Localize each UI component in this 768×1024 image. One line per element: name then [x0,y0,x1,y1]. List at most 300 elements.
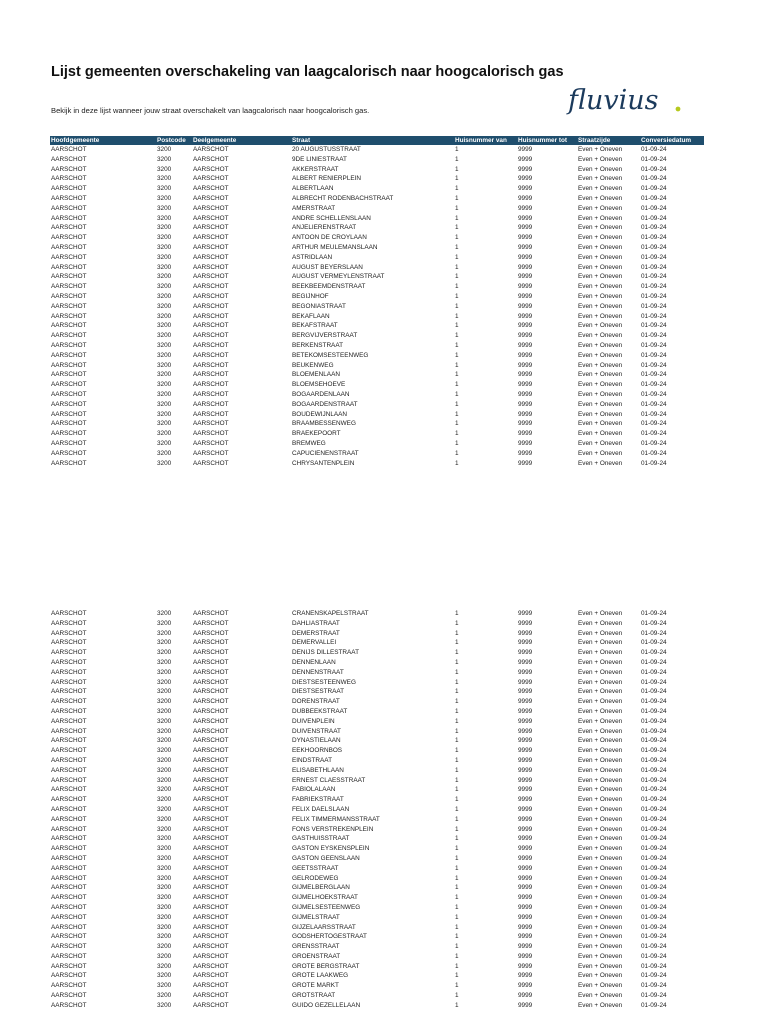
cell-hoofdgemeente: AARSCHOT [51,361,87,369]
cell-huisnummer-van: 1 [455,678,459,686]
table-row [50,834,704,844]
cell-huisnummer-van: 1 [455,933,459,941]
cell-straatzijde: Even + Oneven [578,815,623,823]
table-row [50,204,704,214]
cell-huisnummer-van: 1 [455,351,459,359]
cell-hoofdgemeente: AARSCHOT [51,737,87,745]
cell-huisnummer-van: 1 [455,649,459,657]
cell-straat: BEGONIASTRAAT [292,302,346,310]
cell-huisnummer-tot: 9999 [518,341,533,349]
header-hoofdgemeente: Hoofdgemeente [50,136,156,145]
table-body [50,609,704,1011]
cell-conversiedatum: 01-09-24 [641,982,667,990]
cell-deelgemeente: AARSCHOT [193,913,229,921]
cell-hoofdgemeente: AARSCHOT [51,341,87,349]
cell-huisnummer-van: 1 [455,805,459,813]
cell-straatzijde: Even + Oneven [578,776,623,784]
cell-straat: DUBBEEKSTRAAT [292,707,348,715]
cell-deelgemeente: AARSCHOT [193,371,229,379]
cell-postcode: 3200 [157,747,172,755]
cell-huisnummer-tot: 9999 [518,796,533,804]
cell-huisnummer-van: 1 [455,972,459,980]
cell-straatzijde: Even + Oneven [578,952,623,960]
cell-hoofdgemeente: AARSCHOT [51,923,87,931]
cell-conversiedatum: 01-09-24 [641,146,667,153]
cell-conversiedatum: 01-09-24 [641,707,667,715]
cell-huisnummer-tot: 9999 [518,805,533,813]
cell-hoofdgemeente: AARSCHOT [51,420,87,428]
cell-huisnummer-tot: 9999 [518,410,533,418]
cell-deelgemeente: AARSCHOT [193,992,229,1000]
cell-straatzijde: Even + Oneven [578,658,623,666]
cell-hoofdgemeente: AARSCHOT [51,992,87,1000]
cell-postcode: 3200 [157,390,172,398]
cell-straatzijde: Even + Oneven [578,146,623,153]
cell-postcode: 3200 [157,253,172,261]
cell-straat: DIESTSESTRAAT [292,688,345,696]
cell-huisnummer-tot: 9999 [518,459,533,467]
cell-huisnummer-tot: 9999 [518,649,533,657]
cell-deelgemeente: AARSCHOT [193,420,229,428]
table-row [50,805,704,815]
table-row [50,380,704,390]
cell-straatzijde: Even + Oneven [578,933,623,941]
cell-huisnummer-van: 1 [455,390,459,398]
cell-huisnummer-van: 1 [455,224,459,232]
cell-straatzijde: Even + Oneven [578,204,623,212]
cell-straat: DIESTSESTEENWEG [292,678,356,686]
cell-deelgemeente: AARSCHOT [193,263,229,271]
cell-huisnummer-van: 1 [455,155,459,163]
cell-huisnummer-van: 1 [455,854,459,862]
cell-deelgemeente: AARSCHOT [193,835,229,843]
header-postcode: Postcode [156,136,192,145]
cell-huisnummer-tot: 9999 [518,717,533,725]
cell-huisnummer-van: 1 [455,717,459,725]
table-row [50,727,704,737]
cell-straat: BEKAFLAAN [292,312,330,320]
cell-postcode: 3200 [157,756,172,764]
cell-huisnummer-van: 1 [455,610,459,617]
cell-conversiedatum: 01-09-24 [641,639,667,647]
table-row [50,638,704,648]
cell-huisnummer-tot: 9999 [518,322,533,330]
cell-postcode: 3200 [157,678,172,686]
cell-postcode: 3200 [157,952,172,960]
cell-straat: ARTHUR MEULEMANSLAAN [292,243,378,251]
cell-postcode: 3200 [157,292,172,300]
cell-huisnummer-tot: 9999 [518,371,533,379]
cell-hoofdgemeente: AARSCHOT [51,727,87,735]
cell-conversiedatum: 01-09-24 [641,292,667,300]
cell-huisnummer-van: 1 [455,459,459,467]
cell-conversiedatum: 01-09-24 [641,884,667,892]
cell-hoofdgemeente: AARSCHOT [51,381,87,389]
cell-straatzijde: Even + Oneven [578,717,623,725]
cell-deelgemeente: AARSCHOT [193,204,229,212]
cell-postcode: 3200 [157,962,172,970]
cell-postcode: 3200 [157,649,172,657]
cell-conversiedatum: 01-09-24 [641,341,667,349]
cell-conversiedatum: 01-09-24 [641,459,667,467]
cell-hoofdgemeente: AARSCHOT [51,629,87,637]
cell-straatzijde: Even + Oneven [578,371,623,379]
cell-deelgemeente: AARSCHOT [193,449,229,457]
cell-straat: BEGIJNHOF [292,292,329,300]
cell-huisnummer-van: 1 [455,312,459,320]
cell-conversiedatum: 01-09-24 [641,302,667,310]
table-row [50,893,704,903]
cell-postcode: 3200 [157,825,172,833]
cell-huisnummer-van: 1 [455,639,459,647]
cell-hoofdgemeente: AARSCHOT [51,933,87,941]
cell-huisnummer-van: 1 [455,913,459,921]
cell-conversiedatum: 01-09-24 [641,903,667,911]
cell-postcode: 3200 [157,658,172,666]
cell-straat: DENNENLAAN [292,658,336,666]
cell-deelgemeente: AARSCHOT [193,273,229,281]
cell-huisnummer-tot: 9999 [518,263,533,271]
cell-huisnummer-tot: 9999 [518,430,533,438]
cell-hoofdgemeente: AARSCHOT [51,410,87,418]
cell-huisnummer-van: 1 [455,756,459,764]
cell-deelgemeente: AARSCHOT [193,410,229,418]
cell-straatzijde: Even + Oneven [578,194,623,202]
table-body [50,145,704,468]
cell-postcode: 3200 [157,175,172,183]
cell-postcode: 3200 [157,430,172,438]
cell-deelgemeente: AARSCHOT [193,707,229,715]
cell-huisnummer-tot: 9999 [518,933,533,941]
cell-conversiedatum: 01-09-24 [641,923,667,931]
cell-straat: DEMERSTRAAT [292,629,340,637]
cell-straatzijde: Even + Oneven [578,962,623,970]
cell-conversiedatum: 01-09-24 [641,1001,667,1009]
cell-huisnummer-tot: 9999 [518,400,533,408]
cell-conversiedatum: 01-09-24 [641,992,667,1000]
cell-huisnummer-tot: 9999 [518,943,533,951]
table-row [50,351,704,361]
table-row [50,668,704,678]
cell-huisnummer-van: 1 [455,185,459,193]
cell-straatzijde: Even + Oneven [578,727,623,735]
cell-postcode: 3200 [157,894,172,902]
cell-deelgemeente: AARSCHOT [193,283,229,291]
cell-postcode: 3200 [157,410,172,418]
cell-deelgemeente: AARSCHOT [193,214,229,222]
cell-straatzijde: Even + Oneven [578,707,623,715]
cell-straat: BRAAMBESSENWEG [292,420,356,428]
cell-conversiedatum: 01-09-24 [641,629,667,637]
cell-straat: DUIVENPLEIN [292,717,335,725]
cell-straat: BOGAARDENSTRAAT [292,400,358,408]
table-row [50,214,704,224]
cell-deelgemeente: AARSCHOT [193,361,229,369]
cell-straatzijde: Even + Oneven [578,292,623,300]
table-row [50,932,704,942]
cell-huisnummer-van: 1 [455,322,459,330]
cell-conversiedatum: 01-09-24 [641,874,667,882]
cell-postcode: 3200 [157,273,172,281]
cell-postcode: 3200 [157,854,172,862]
cell-conversiedatum: 01-09-24 [641,658,667,666]
table-row [50,717,704,727]
street-table-page-2 [50,609,704,1011]
cell-hoofdgemeente: AARSCHOT [51,698,87,706]
cell-huisnummer-van: 1 [455,982,459,990]
cell-huisnummer-van: 1 [455,992,459,1000]
cell-hoofdgemeente: AARSCHOT [51,835,87,843]
cell-deelgemeente: AARSCHOT [193,332,229,340]
cell-postcode: 3200 [157,214,172,222]
cell-straatzijde: Even + Oneven [578,610,623,617]
cell-straat: EINDSTRAAT [292,756,333,764]
cell-deelgemeente: AARSCHOT [193,952,229,960]
cell-hoofdgemeente: AARSCHOT [51,658,87,666]
cell-huisnummer-tot: 9999 [518,194,533,202]
cell-huisnummer-van: 1 [455,835,459,843]
cell-huisnummer-tot: 9999 [518,629,533,637]
cell-huisnummer-van: 1 [455,629,459,637]
cell-straat: BETEKOMSESTEENWEG [292,351,369,359]
table-row [50,619,704,629]
cell-straatzijde: Even + Oneven [578,283,623,291]
cell-huisnummer-van: 1 [455,430,459,438]
cell-huisnummer-tot: 9999 [518,874,533,882]
cell-conversiedatum: 01-09-24 [641,204,667,212]
cell-straatzijde: Even + Oneven [578,874,623,882]
cell-postcode: 3200 [157,884,172,892]
cell-conversiedatum: 01-09-24 [641,273,667,281]
cell-conversiedatum: 01-09-24 [641,668,667,676]
cell-straatzijde: Even + Oneven [578,756,623,764]
cell-huisnummer-van: 1 [455,273,459,281]
cell-huisnummer-van: 1 [455,283,459,291]
table-row [50,361,704,371]
cell-huisnummer-van: 1 [455,747,459,755]
cell-straatzijde: Even + Oneven [578,982,623,990]
cell-straatzijde: Even + Oneven [578,224,623,232]
cell-straatzijde: Even + Oneven [578,903,623,911]
cell-straat: DENNENSTRAAT [292,668,344,676]
cell-postcode: 3200 [157,864,172,872]
cell-conversiedatum: 01-09-24 [641,933,667,941]
cell-deelgemeente: AARSCHOT [193,292,229,300]
cell-huisnummer-van: 1 [455,292,459,300]
cell-huisnummer-tot: 9999 [518,302,533,310]
cell-postcode: 3200 [157,1001,172,1009]
cell-deelgemeente: AARSCHOT [193,884,229,892]
cell-conversiedatum: 01-09-24 [641,400,667,408]
cell-straatzijde: Even + Oneven [578,381,623,389]
cell-huisnummer-van: 1 [455,727,459,735]
cell-hoofdgemeente: AARSCHOT [51,717,87,725]
cell-postcode: 3200 [157,796,172,804]
cell-deelgemeente: AARSCHOT [193,155,229,163]
cell-conversiedatum: 01-09-24 [641,835,667,843]
cell-postcode: 3200 [157,243,172,251]
cell-hoofdgemeente: AARSCHOT [51,204,87,212]
cell-huisnummer-van: 1 [455,234,459,242]
cell-straat: GASTON GEENSLAAN [292,854,360,862]
table-row [50,923,704,933]
table-row [50,263,704,273]
table-row [50,155,704,165]
cell-huisnummer-tot: 9999 [518,439,533,447]
cell-straatzijde: Even + Oneven [578,449,623,457]
cell-deelgemeente: AARSCHOT [193,165,229,173]
cell-deelgemeente: AARSCHOT [193,796,229,804]
cell-huisnummer-van: 1 [455,874,459,882]
cell-straat: GODSHERTOGESTRAAT [292,933,367,941]
table-row [50,687,704,697]
table-row [50,854,704,864]
cell-hoofdgemeente: AARSCHOT [51,815,87,823]
table-row [50,292,704,302]
table-row [50,658,704,668]
cell-straatzijde: Even + Oneven [578,214,623,222]
cell-huisnummer-tot: 9999 [518,903,533,911]
cell-straat: CHRYSANTENPLEIN [292,459,355,467]
table-row [50,844,704,854]
cell-hoofdgemeente: AARSCHOT [51,302,87,310]
cell-hoofdgemeente: AARSCHOT [51,610,87,617]
cell-straatzijde: Even + Oneven [578,629,623,637]
cell-straatzijde: Even + Oneven [578,854,623,862]
cell-huisnummer-tot: 9999 [518,766,533,774]
table-row [50,913,704,923]
cell-straatzijde: Even + Oneven [578,302,623,310]
table-row [50,253,704,263]
cell-huisnummer-van: 1 [455,253,459,261]
cell-straatzijde: Even + Oneven [578,864,623,872]
cell-hoofdgemeente: AARSCHOT [51,185,87,193]
cell-huisnummer-tot: 9999 [518,381,533,389]
cell-deelgemeente: AARSCHOT [193,678,229,686]
cell-postcode: 3200 [157,776,172,784]
cell-deelgemeente: AARSCHOT [193,717,229,725]
cell-deelgemeente: AARSCHOT [193,864,229,872]
cell-conversiedatum: 01-09-24 [641,952,667,960]
table-row [50,223,704,233]
cell-huisnummer-van: 1 [455,845,459,853]
cell-hoofdgemeente: AARSCHOT [51,312,87,320]
table-row [50,942,704,952]
cell-huisnummer-van: 1 [455,796,459,804]
street-table-page-1 [50,136,704,468]
cell-straat: CRANENSKAPELSTRAAT [292,610,369,617]
cell-huisnummer-van: 1 [455,361,459,369]
cell-hoofdgemeente: AARSCHOT [51,400,87,408]
cell-huisnummer-van: 1 [455,381,459,389]
cell-hoofdgemeente: AARSCHOT [51,688,87,696]
cell-hoofdgemeente: AARSCHOT [51,263,87,271]
cell-postcode: 3200 [157,449,172,457]
table-row [50,874,704,884]
cell-huisnummer-tot: 9999 [518,234,533,242]
cell-conversiedatum: 01-09-24 [641,854,667,862]
cell-hoofdgemeente: AARSCHOT [51,194,87,202]
cell-deelgemeente: AARSCHOT [193,649,229,657]
cell-deelgemeente: AARSCHOT [193,668,229,676]
cell-straatzijde: Even + Oneven [578,639,623,647]
cell-conversiedatum: 01-09-24 [641,449,667,457]
table-row [50,903,704,913]
cell-straatzijde: Even + Oneven [578,185,623,193]
cell-straatzijde: Even + Oneven [578,410,623,418]
cell-hoofdgemeente: AARSCHOT [51,864,87,872]
table-row [50,981,704,991]
cell-straatzijde: Even + Oneven [578,253,623,261]
cell-postcode: 3200 [157,234,172,242]
cell-straat: GROTE LAAKWEG [292,972,349,980]
cell-hoofdgemeente: AARSCHOT [51,371,87,379]
cell-huisnummer-tot: 9999 [518,707,533,715]
cell-deelgemeente: AARSCHOT [193,302,229,310]
cell-deelgemeente: AARSCHOT [193,351,229,359]
cell-straat: DYNASTIELAAN [292,737,341,745]
cell-huisnummer-tot: 9999 [518,165,533,173]
cell-deelgemeente: AARSCHOT [193,253,229,261]
cell-hoofdgemeente: AARSCHOT [51,668,87,676]
cell-hoofdgemeente: AARSCHOT [51,439,87,447]
cell-straat: GASTHUISSTRAAT [292,835,350,843]
table-row [50,678,704,688]
cell-straatzijde: Even + Oneven [578,430,623,438]
cell-hoofdgemeente: AARSCHOT [51,962,87,970]
logo-wordmark: fluvius [568,85,659,116]
cell-hoofdgemeente: AARSCHOT [51,351,87,359]
cell-hoofdgemeente: AARSCHOT [51,175,87,183]
cell-huisnummer-van: 1 [455,1001,459,1009]
cell-huisnummer-tot: 9999 [518,351,533,359]
cell-huisnummer-tot: 9999 [518,283,533,291]
cell-straat: FABIOLALAAN [292,786,336,794]
cell-huisnummer-van: 1 [455,194,459,202]
cell-conversiedatum: 01-09-24 [641,825,667,833]
table-row [50,609,704,619]
cell-conversiedatum: 01-09-24 [641,351,667,359]
cell-hoofdgemeente: AARSCHOT [51,273,87,281]
cell-huisnummer-tot: 9999 [518,253,533,261]
cell-straatzijde: Even + Oneven [578,390,623,398]
cell-postcode: 3200 [157,146,172,153]
fluvius-logo [566,81,684,121]
cell-hoofdgemeente: AARSCHOT [51,903,87,911]
cell-conversiedatum: 01-09-24 [641,845,667,853]
cell-postcode: 3200 [157,312,172,320]
cell-huisnummer-tot: 9999 [518,332,533,340]
cell-straat: BLOEMENLAAN [292,371,340,379]
cell-postcode: 3200 [157,194,172,202]
cell-straatzijde: Even + Oneven [578,737,623,745]
cell-straat: GIJMELHOEKSTRAAT [292,894,358,902]
cell-postcode: 3200 [157,786,172,794]
cell-hoofdgemeente: AARSCHOT [51,982,87,990]
cell-straat: AUGUST BEYERSLAAN [292,263,363,271]
cell-huisnummer-tot: 9999 [518,610,533,617]
cell-conversiedatum: 01-09-24 [641,371,667,379]
cell-postcode: 3200 [157,302,172,310]
cell-straatzijde: Even + Oneven [578,459,623,467]
cell-huisnummer-van: 1 [455,698,459,706]
table-row [50,174,704,184]
cell-straat: GUIDO GEZELLELAAN [292,1001,361,1009]
cell-straat: GEETSSTRAAT [292,864,339,872]
cell-straat: BREMWEG [292,439,326,447]
cell-huisnummer-tot: 9999 [518,776,533,784]
cell-huisnummer-tot: 9999 [518,658,533,666]
